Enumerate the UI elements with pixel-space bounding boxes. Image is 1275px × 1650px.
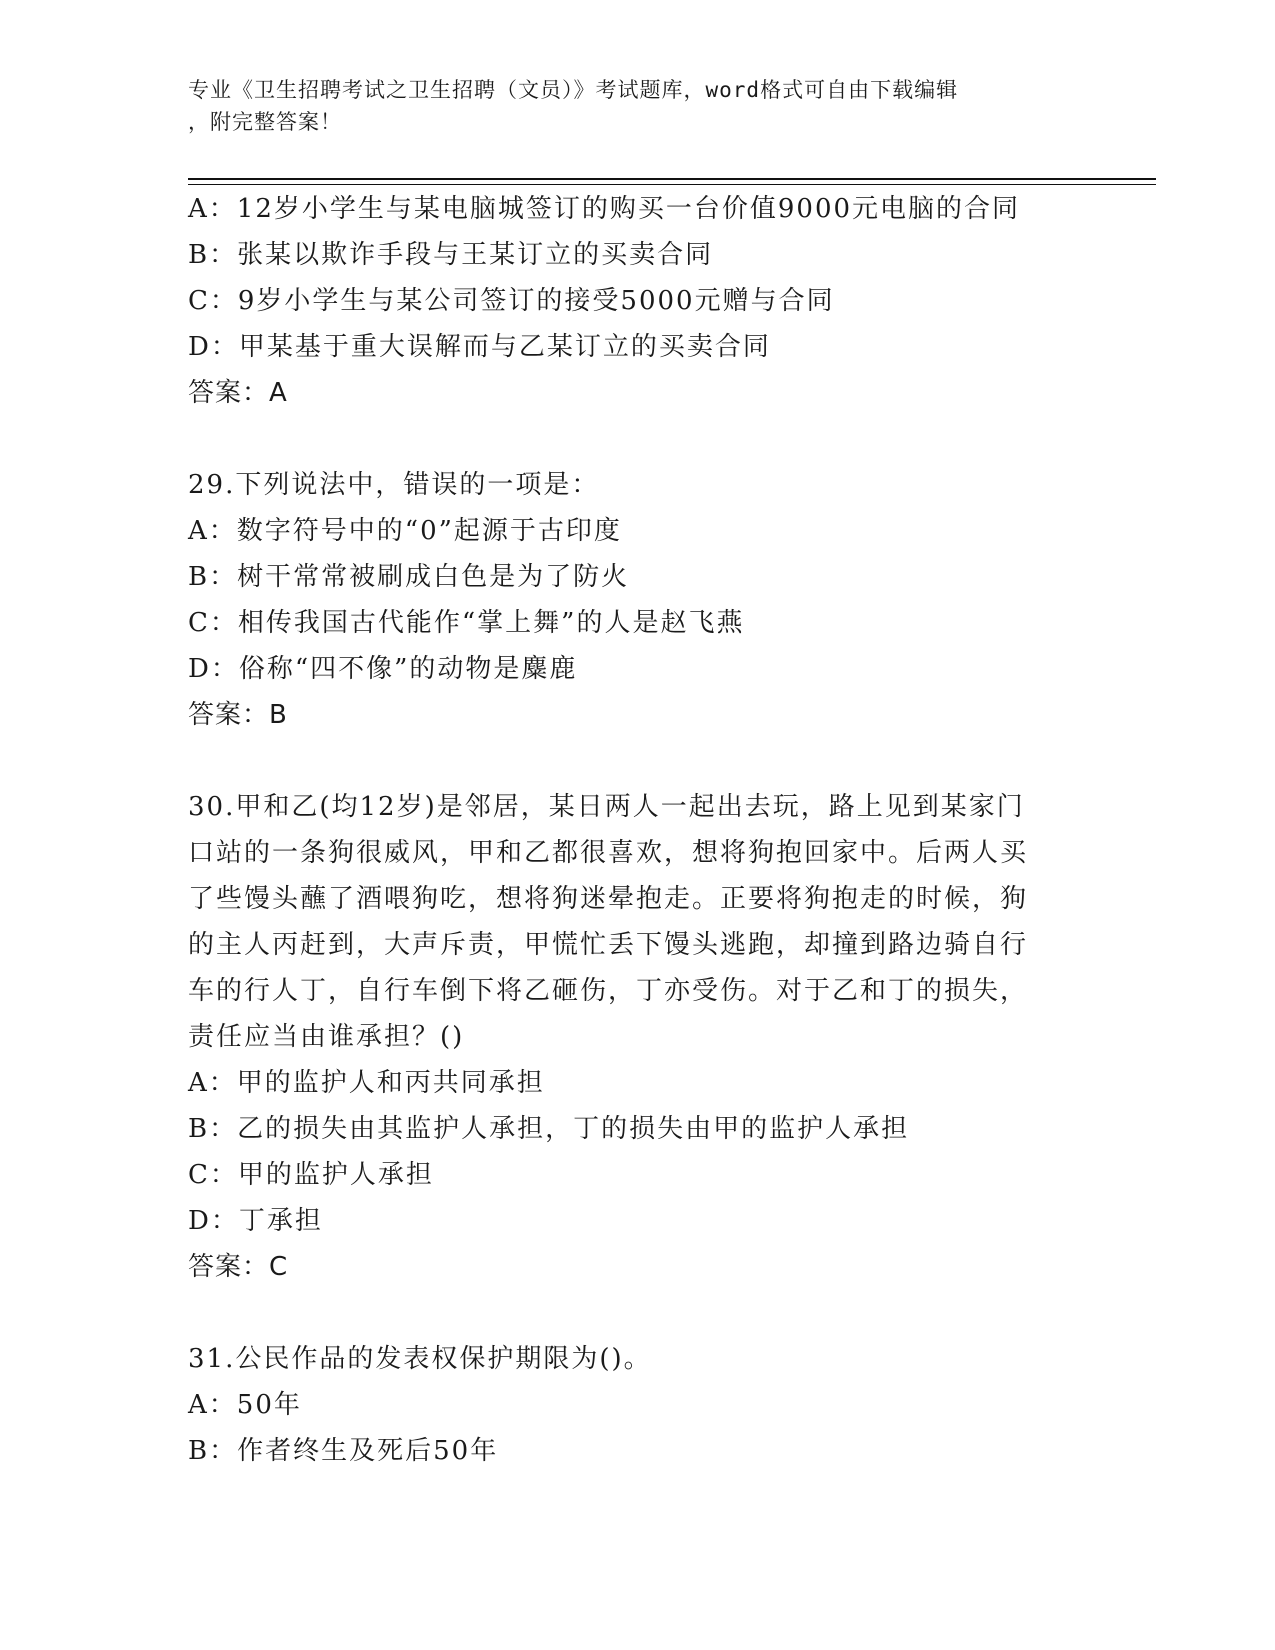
option-c: C：9岁小学生与某公司签订的接受5000元赠与合同 bbox=[188, 286, 835, 316]
option-a: A：50年 bbox=[188, 1390, 302, 1420]
header-divider-thick bbox=[188, 178, 1156, 180]
option-b: B：树干常常被刷成白色是为了防火 bbox=[188, 562, 630, 592]
question-30-block bbox=[188, 784, 1088, 1290]
option-a: A：甲的监护人和丙共同承担 bbox=[188, 1068, 545, 1098]
header-line-1: 专业《卫生招聘考试之卫生招聘（文员）》考试题库，word格式可自由下载编辑 bbox=[188, 78, 959, 102]
question-28-block bbox=[188, 186, 1088, 416]
question-list bbox=[188, 186, 1088, 1474]
question-text-line: 责任应当由谁承担？() bbox=[188, 1022, 465, 1052]
option-d: D：俗称“四不像”的动物是麋鹿 bbox=[188, 654, 578, 684]
answer: 答案：A bbox=[188, 378, 288, 408]
question-text-line: 车的行人丁，自行车倒下将乙砸伤，丁亦受伤。对于乙和丁的损失， bbox=[188, 976, 1029, 1006]
question-text-line: 了些馒头蘸了酒喂狗吃，想将狗迷晕抱走。正要将狗抱走的时候，狗 bbox=[188, 884, 1029, 914]
question-text: 31.公民作品的发表权保护期限为()。 bbox=[188, 1344, 652, 1374]
answer: 答案：C bbox=[188, 1252, 289, 1282]
document-header bbox=[188, 74, 1068, 138]
question-text-line: 的主人丙赶到，大声斥责，甲慌忙丢下馒头逃跑，却撞到路边骑自行 bbox=[188, 930, 1029, 960]
question-29-block bbox=[188, 462, 1088, 738]
option-b: B：作者终生及死后50年 bbox=[188, 1436, 499, 1466]
option-b: B：乙的损失由其监护人承担，丁的损失由甲的监护人承担 bbox=[188, 1114, 910, 1144]
header-line-2: ，附完整答案！ bbox=[188, 110, 342, 134]
header-divider-thin bbox=[188, 184, 1156, 185]
answer: 答案：B bbox=[188, 700, 288, 730]
option-d: D：甲某基于重大误解而与乙某订立的买卖合同 bbox=[188, 332, 771, 362]
question-text-line: 30.甲和乙(均12岁)是邻居，某日两人一起出去玩，路上见到某家门 bbox=[188, 792, 1025, 822]
question-text-line: 口站的一条狗很威风，甲和乙都很喜欢，想将狗抱回家中。后两人买 bbox=[188, 838, 1029, 868]
question-31-block bbox=[188, 1336, 1088, 1474]
option-a: A：数字符号中的“0”起源于古印度 bbox=[188, 516, 622, 546]
question-text: 29.下列说法中，错误的一项是： bbox=[188, 470, 600, 500]
option-a: A：12岁小学生与某电脑城签订的购买一台价值9000元电脑的合同 bbox=[188, 194, 1021, 224]
option-d: D：丁承担 bbox=[188, 1206, 323, 1236]
option-c: C：相传我国古代能作“掌上舞”的人是赵飞燕 bbox=[188, 608, 745, 638]
option-b: B：张某以欺诈手段与王某订立的买卖合同 bbox=[188, 240, 714, 270]
option-c: C：甲的监护人承担 bbox=[188, 1160, 434, 1190]
